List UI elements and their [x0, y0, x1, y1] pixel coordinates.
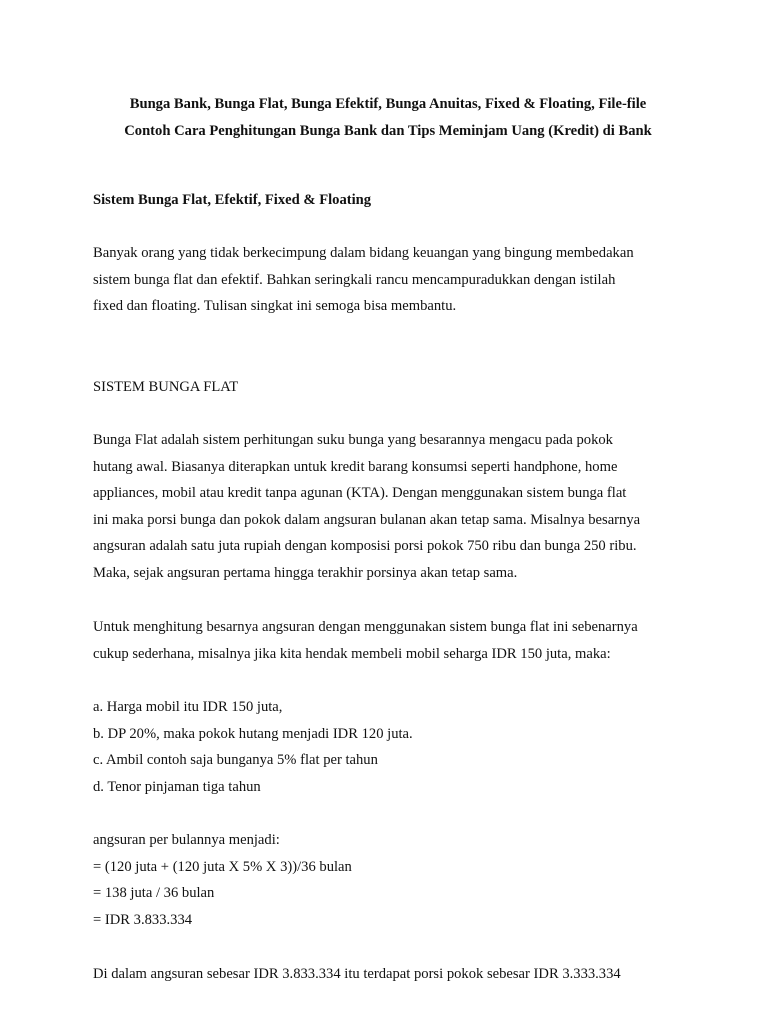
flat-heading: SISTEM BUNGA FLAT	[93, 379, 239, 395]
list-item: a. Harga mobil itu IDR 150 juta,	[93, 699, 283, 715]
paragraph-line: Maka, sejak angsuran pertama hingga terakhir porsinya akan tetap sama.	[93, 564, 518, 581]
paragraph-line: appliances, mobil atau kredit tanpa agunan (KTA). Dengan menggunakan sistem bunga flat	[93, 485, 627, 502]
formula-line: angsuran per bulannya menjadi:	[93, 832, 280, 848]
document-page	[93, 0, 683, 1024]
formula-line: = (120 juta + (120 juta X 5% X 3))/36 bulan	[93, 858, 352, 875]
formula-block	[93, 827, 683, 933]
paragraph-line: ini maka porsi bunga dan pokok dalam angsuran bulanan akan tetap sama. Misalnya besarnya	[93, 511, 641, 528]
intro-paragraph	[93, 240, 683, 320]
paragraph-line: Di dalam angsuran sebesar IDR 3.833.334 itu terdapat porsi pokok sebesar IDR 3.333.334	[93, 966, 621, 982]
assumption-list	[93, 694, 683, 800]
flat-heading-block	[93, 374, 683, 401]
formula-line: = 138 juta / 36 bulan	[93, 885, 215, 902]
section-heading-block	[93, 187, 683, 214]
calc-intro-paragraph	[93, 614, 683, 667]
list-item: c. Ambil contoh saja bunganya 5% flat per tahun	[93, 752, 378, 769]
document-title	[83, 91, 693, 145]
paragraph-line: angsuran adalah satu juta rupiah dengan komposisi porsi pokok 750 ribu dan bunga 250 ribu.	[93, 538, 637, 555]
section-heading: Sistem Bunga Flat, Efektif, Fixed & Floating	[93, 192, 372, 208]
paragraph-line: fixed dan floating. Tulisan singkat ini semoga bisa membantu.	[93, 298, 457, 315]
flat-paragraph	[93, 427, 683, 587]
list-item: b. DP 20%, maka pokok hutang menjadi IDR 120 juta.	[93, 725, 413, 742]
closing-paragraph	[93, 961, 683, 988]
paragraph-line: Banyak orang yang tidak berkecimpung dalam bidang keuangan yang bingung membedakan	[93, 245, 634, 261]
list-item: d. Tenor pinjaman tiga tahun	[93, 778, 261, 795]
paragraph-line: sistem bunga flat dan efektif. Bahkan seringkali rancu mencampuradukkan dengan istilah	[93, 271, 616, 288]
formula-line: = IDR 3.833.334	[93, 911, 193, 928]
paragraph-line: cukup sederhana, misalnya jika kita hendak membeli mobil seharga IDR 150 juta, maka:	[93, 645, 611, 662]
title-line-2: Contoh Cara Penghitungan Bunga Bank dan Tips Meminjam Uang (Kredit) di Bank	[124, 123, 652, 139]
paragraph-line: Bunga Flat adalah sistem perhitungan suku bunga yang besarannya mengacu pada pokok	[93, 432, 613, 448]
title-line-1: Bunga Bank, Bunga Flat, Bunga Efektif, Bunga Anuitas, Fixed & Floating, File-file	[129, 96, 647, 112]
paragraph-line: hutang awal. Biasanya diterapkan untuk kredit barang konsumsi seperti handphone, home	[93, 458, 618, 475]
paragraph-line: Untuk menghitung besarnya angsuran dengan menggunakan sistem bunga flat ini sebenarnya	[93, 619, 638, 635]
